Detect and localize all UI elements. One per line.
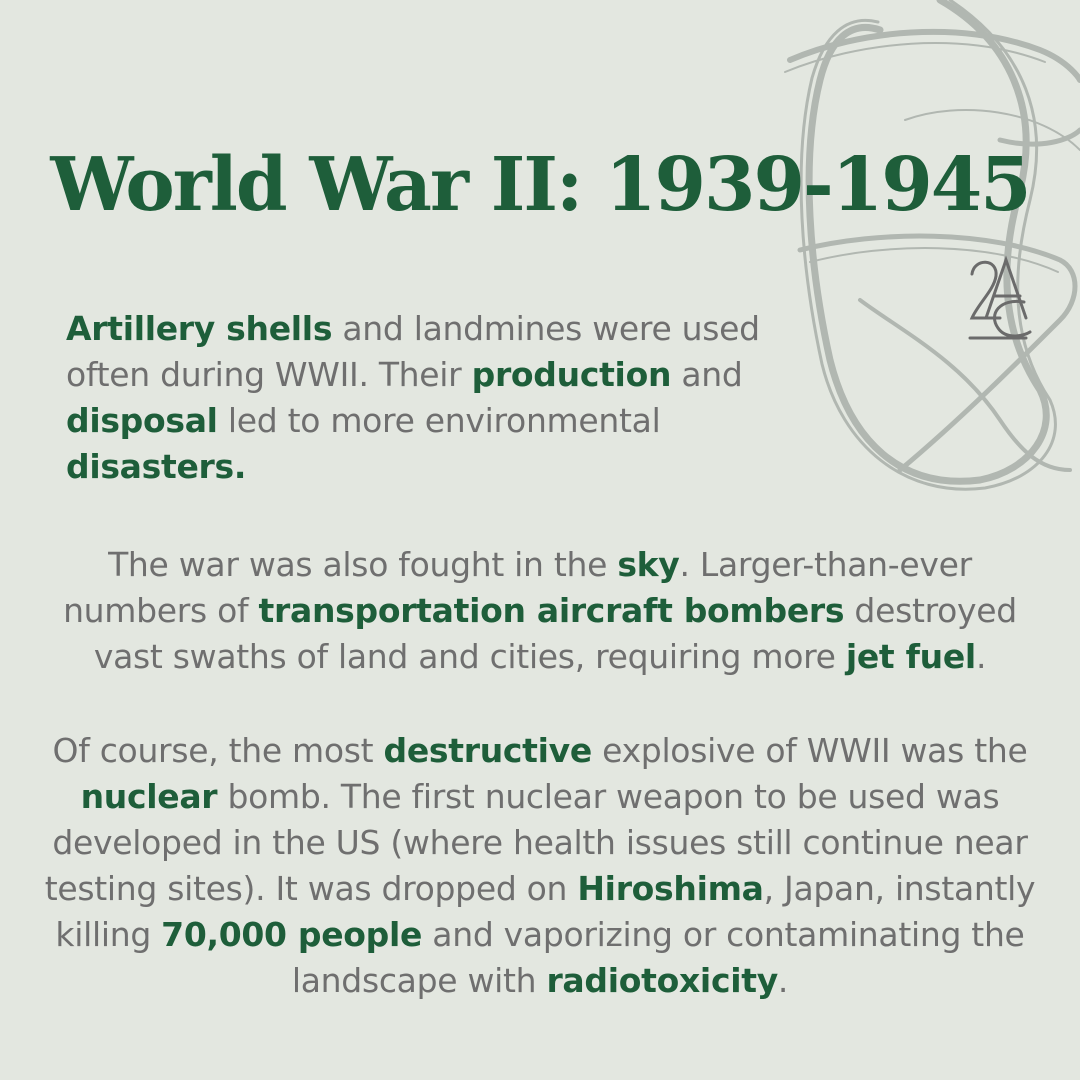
highlighted-phrase: disasters. bbox=[66, 447, 247, 486]
page-title: World War II: 1939-1945 bbox=[50, 142, 1030, 228]
body-text: . bbox=[777, 961, 789, 1000]
highlighted-phrase: destructive bbox=[383, 731, 592, 770]
body-text: explosive of WWII was the bbox=[591, 731, 1028, 770]
body-text: . Larger-than-ever numbers of bbox=[63, 545, 972, 630]
body-text: and bbox=[671, 355, 743, 394]
body-text: led to more environmental bbox=[217, 401, 661, 440]
highlighted-phrase: radiotoxicity bbox=[546, 961, 778, 1000]
highlighted-phrase: disposal bbox=[66, 401, 218, 440]
body-text: . bbox=[975, 637, 987, 676]
paragraph-sky bbox=[40, 542, 1040, 680]
highlighted-phrase: jet fuel bbox=[845, 637, 976, 676]
body-text: bomb. The first nuclear weapon to be used was developed in the US (where health issues still continue near testing sites). It was dropped on bbox=[44, 777, 1028, 908]
body-text: Of course, the most bbox=[52, 731, 384, 770]
paragraph-nuclear bbox=[40, 728, 1040, 1004]
body-text: The war was also fought in the bbox=[108, 545, 618, 584]
body-text: , Japan, instantly killing bbox=[55, 869, 1036, 954]
2ac-monogram-icon bbox=[964, 252, 1034, 348]
body-text: and landmines were used often during WWII. Their bbox=[66, 309, 760, 394]
highlighted-phrase: sky bbox=[617, 545, 680, 584]
highlighted-phrase: transportation aircraft bombers bbox=[258, 591, 845, 630]
body-text: and vaporizing or contaminating the landscape with bbox=[291, 915, 1025, 1000]
highlighted-phrase: nuclear bbox=[80, 777, 218, 816]
body-text: destroyed vast swaths of land and cities, requiring more bbox=[93, 591, 1017, 676]
highlighted-phrase: Hiroshima bbox=[577, 869, 764, 908]
highlighted-phrase: production bbox=[471, 355, 672, 394]
highlighted-phrase: 70,000 people bbox=[161, 915, 423, 954]
highlighted-phrase: Artillery shells bbox=[66, 309, 333, 348]
paragraph-artillery bbox=[66, 306, 786, 490]
